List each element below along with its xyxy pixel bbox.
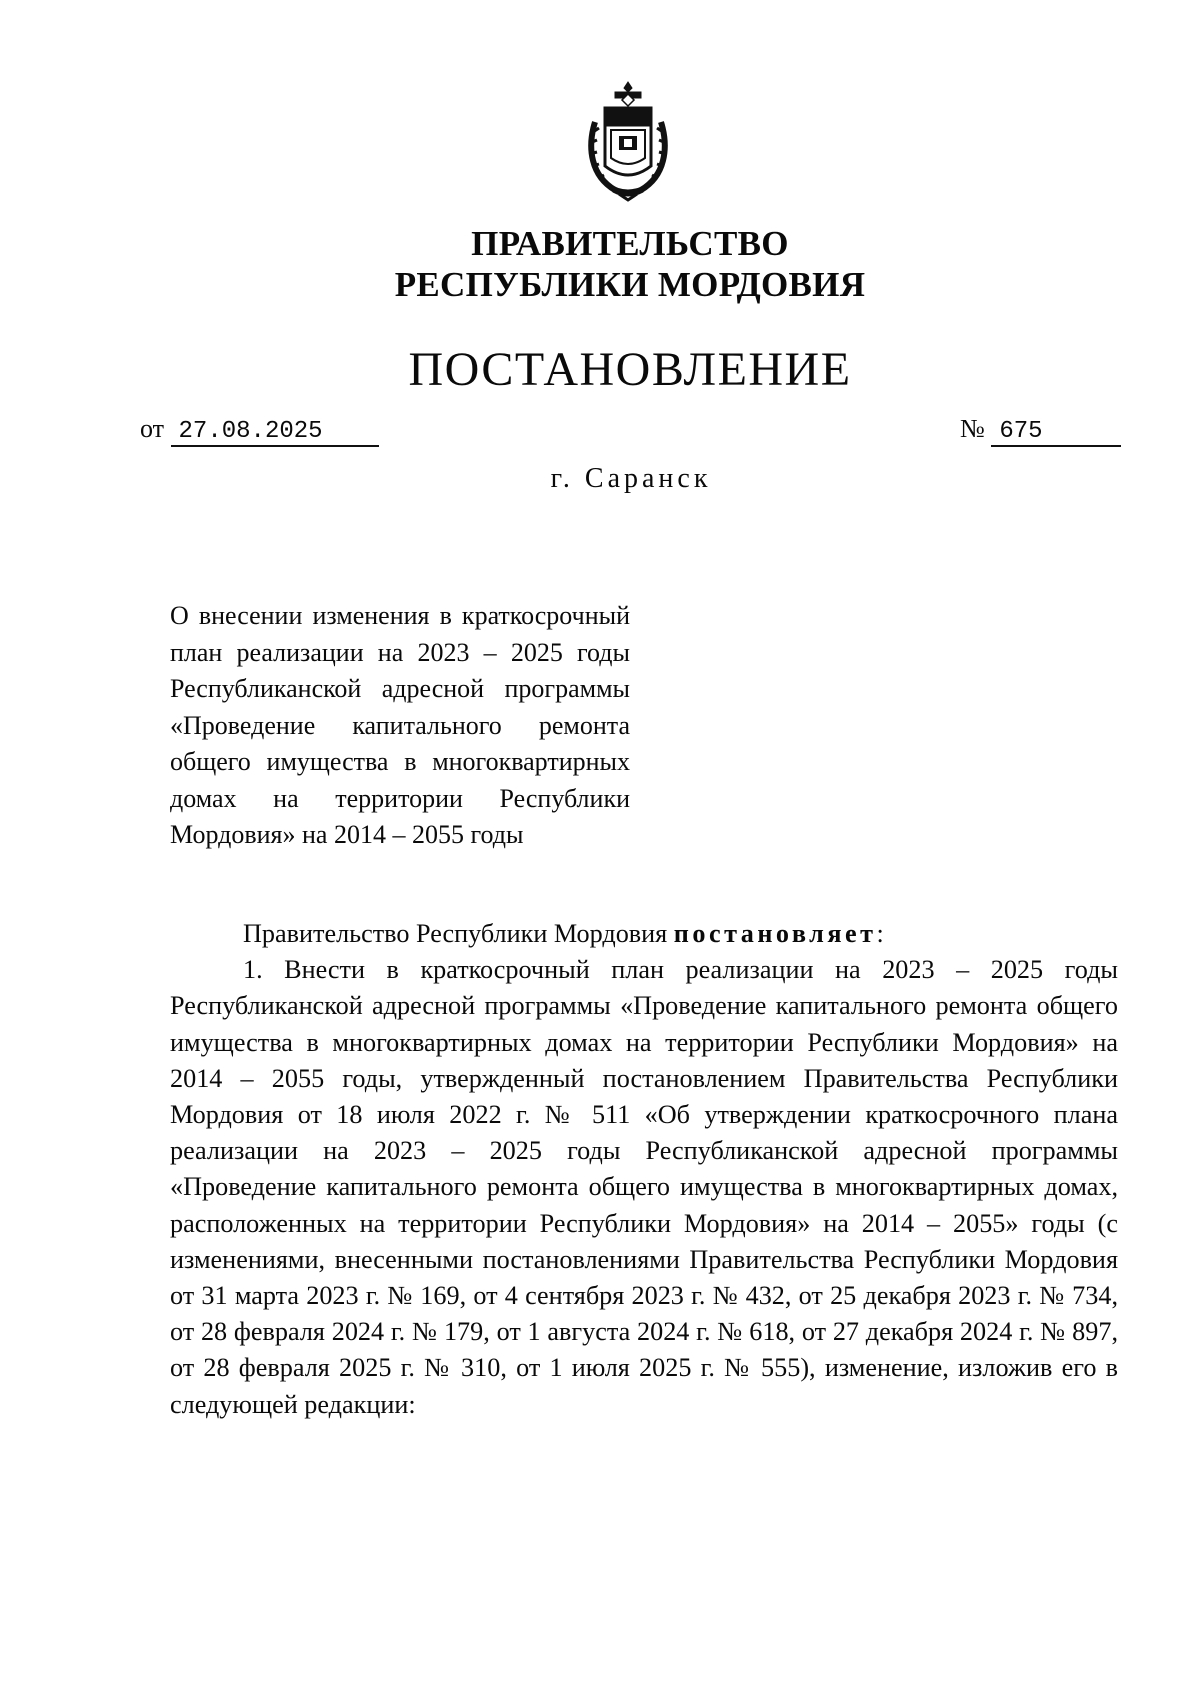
body-intro-text: Правительство Республики Мордовия [243,919,668,948]
number-prefix: № [960,414,985,443]
document-body [170,916,1118,1423]
date-prefix: от [140,414,165,443]
coat-of-arms-icon [575,78,681,204]
body-intro [170,916,1118,952]
document-number-row [960,412,1121,446]
body-intro-colon: : [876,919,884,948]
document-subject: О внесении изменения в краткосрочный план реализации на 2023 – 2025 годы Республиканской адресной программы «Проведение капитального ремонта общего имущества в многоквартирных домах на территории Республики Мордовия» на 2014 – 2055 годы [170,601,630,849]
organization-name-line1: ПРАВИТЕЛЬСТВО [471,224,789,263]
body-intro-verb: постановляет [673,919,877,948]
document-number: 675 [991,419,1121,447]
document-date-row [140,412,379,446]
body-item-1: 1. Внести в краткосрочный план реализации на 2023 – 2025 годы Республиканской адресной программы «Проведение капитального ремонта общего имущества в многоквартирных домах на территории Республики Мордовия» на 2014 – 2055 годы, утвержденный постановлением Правительства Республики Мордовия от 18 июля 2022 г. № 511 «Об утверждении краткосрочного плана реализации на 2023 – 2025 годы Республиканской адресной программы «Проведение капитального ремонта общего имущества в многоквартирных домах, расположенных на территории Республики Мордовия» на 2014 – 2055» годы (с изменениями, внесенными постановлениями Правительства Республики Мордовия от 31 марта 2023 г. № 169, от 4 сентября 2023 г. № 432, от 25 декабря 2023 г. № 734, от 28 февраля 2024 г. № 179, от 1 августа 2024 г. № 618, от 27 декабря 2024 г. № 897, от 28 февраля 2025 г. № 310, от 1 июля 2025 г. № 555), изменение, изложив его в следующей редакции: [170,955,1118,1419]
document-city: г. Саранск [550,463,712,494]
document-type-title: ПОСТАНОВЛЕНИЕ [408,343,852,396]
organization-name-line2: РЕСПУБЛИКИ МОРДОВИЯ [394,265,866,304]
document-date: 27.08.2025 [171,419,379,447]
